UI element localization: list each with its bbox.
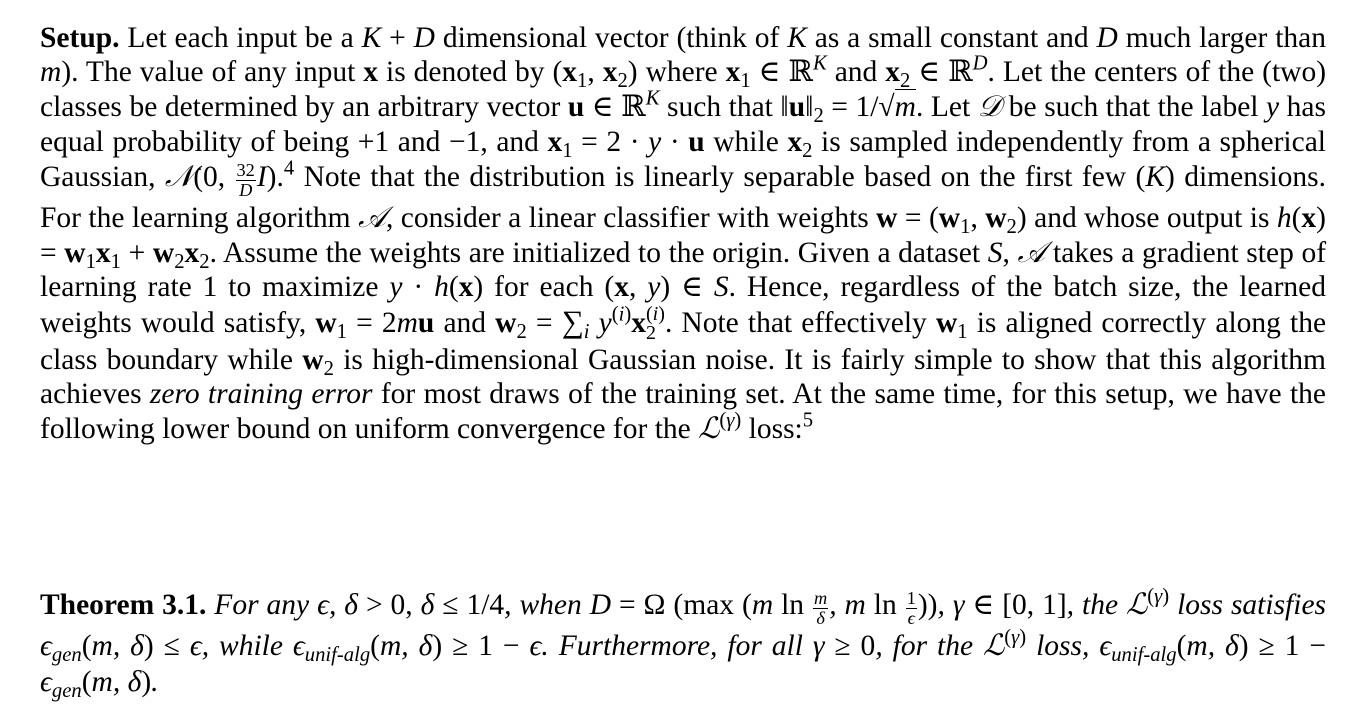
setup-heading: Setup. xyxy=(40,22,120,54)
footnote-marker: 4 xyxy=(283,157,295,180)
setup-text: for each xyxy=(483,271,605,304)
setup-text: is high-dimensional Gaussian noise. It is fairly simple to show that this algorithm achieves xyxy=(40,343,1326,410)
setup-text: . Let the centers of the (two) classes be determined by an arbitrary vector xyxy=(40,56,1327,124)
theorem-text: loss satisfies xyxy=(1169,589,1327,621)
setup-text: . Note that effectively xyxy=(664,306,936,339)
setup-text: and whose output is xyxy=(1026,202,1277,235)
setup-text: takes a gradient step of learning rate 1 to maximize xyxy=(40,237,1327,304)
setup-text: and xyxy=(826,56,886,89)
theorem-text: . xyxy=(151,665,159,698)
setup-text: for most draws of the training set. At the same time, for this setup, we have the following lower bound on uniform convergence for the xyxy=(40,377,1327,446)
setup-text: much larger than xyxy=(1117,22,1326,54)
theorem-paragraph: Theorem 3.1. For any ϵ, δ > 0, δ ≤ 1/4, when D = Ω (max (m ln $\frac{m}{\delta}$ , m ln $\frac{1}{\epsilon}$ )), γ ∈ [0, 1], the ℒ$^{(\gamma)}$ loss satisfies $\epsilon_{gen}(m$, δ) ≤ ϵ, while $\epsilon_{unif-alg}(m$, δ) ≥ 1 − ϵ. Furthermore, for all γ ≥ 0, for the ℒ$^{(\gamma)}$ loss, $\epsilon_{unif-alg}(m$, $\delta) \ge 1 - \epsilon_{gen}(m$, δ). xyxy=(40,585,1327,702)
theorem-text: . Furthermore, for all xyxy=(541,630,813,663)
setup-text: . Hence, regardless of the batch size, the learned weights would satisfy, xyxy=(40,271,1327,339)
theorem-heading: Theorem 3.1. xyxy=(40,589,207,621)
theorem-text: , xyxy=(937,589,953,621)
footnote-marker: 5 xyxy=(802,409,814,432)
setup-text: while xyxy=(704,125,788,158)
setup-text: be such that the label xyxy=(1001,91,1267,124)
theorem-text: , while xyxy=(201,630,293,663)
setup-text: as a small constant and xyxy=(806,22,1097,54)
setup-text: and xyxy=(389,125,449,158)
setup-text: ). The value of any input xyxy=(61,56,364,89)
setup-text: . Assume the weights are initialized to the origin. Given a dataset xyxy=(209,237,988,270)
setup-text: , consider a linear classifier with weights xyxy=(385,202,877,235)
setup-text: has equal probability of being xyxy=(40,91,1327,158)
setup-text: , and xyxy=(480,125,548,158)
theorem-text: , the xyxy=(1066,589,1126,621)
theorem-text: For any xyxy=(206,589,318,621)
setup-text: is sampled independently from a spherical Gaussian, xyxy=(40,125,1327,193)
emphasis-text: zero training error xyxy=(149,377,373,410)
setup-text: ) dimensions. For the learning algorithm xyxy=(40,160,1326,235)
setup-text: where xyxy=(637,56,726,89)
setup-text: is denoted by xyxy=(378,56,553,89)
setup-text: and xyxy=(434,306,496,339)
setup-text: Let each input be a xyxy=(119,22,362,54)
setup-text: Note that the distribution is linearly separable based on the first few ( xyxy=(294,160,1146,193)
setup-text: loss: xyxy=(741,413,803,446)
setup-text: is aligned correctly along the class boundary while xyxy=(40,306,1327,376)
setup-text: dimensional vector (think of xyxy=(434,22,788,54)
setup-paragraph: Setup. Let each input be a K + D dimensional vector (think of K as a small constant and D much larger than m). The value of any input x is denoted by ($x_1$, $x_2$) where $x_1$ ∈ ℝ$^K$ and $x_2$ ∈ ℝ$^D$. Let the centers of the (two) classes be determined by an arbitrary vector u ∈ ℝ$^K$ such that $‖u‖_2 = 1/√m$. Let 𝒟 be such that the label y has equal probability of being +1 and −1, and $x_1 = 2 \cdot y \cdot u$ while $x_2$ is sampled independently from a spherical Gaussian, 𝒩(0, $\frac{32}{D}$ I).$^4$ Note that the distribution is linearly separable based on the first few (K) dimensions. For the learning algorithm 𝒜, consider a linear classifier with weights $w = (w_1$, $w_2$) and whose output is $h(x) = w_1x_1 + w_2x_2$. Assume the weights are initialized to the origin. Given a dataset S, 𝒜 takes a gradient step of learning rate 1 to maximize y · h(x) for each (x, y) ∈ S. Hence, regardless of the batch size, the learned weights would satisfy, $w_1 = 2mu$ and $w_2 = \sum_i$ $y^{(i)}x$ (i) 2 . Note that effectively $w_1$ is aligned correctly along the class boundary while $w_2$ is high-dimensional Gaussian noise. It is fairly simple to show that this algorithm achieves zero training error for most draws of the training set. At the same time, for this setup, we have the following lower bound on uniform convergence for the ℒ$^{(\gamma)}$ loss:$^5$ xyxy=(40,22,1327,446)
theorem-text: , when xyxy=(504,589,590,621)
setup-text: , xyxy=(1002,237,1018,270)
theorem-text: loss, xyxy=(1026,630,1100,663)
setup-text: such that xyxy=(659,91,781,124)
setup-text: . Let xyxy=(915,91,978,124)
theorem-text: , for the xyxy=(875,630,983,663)
